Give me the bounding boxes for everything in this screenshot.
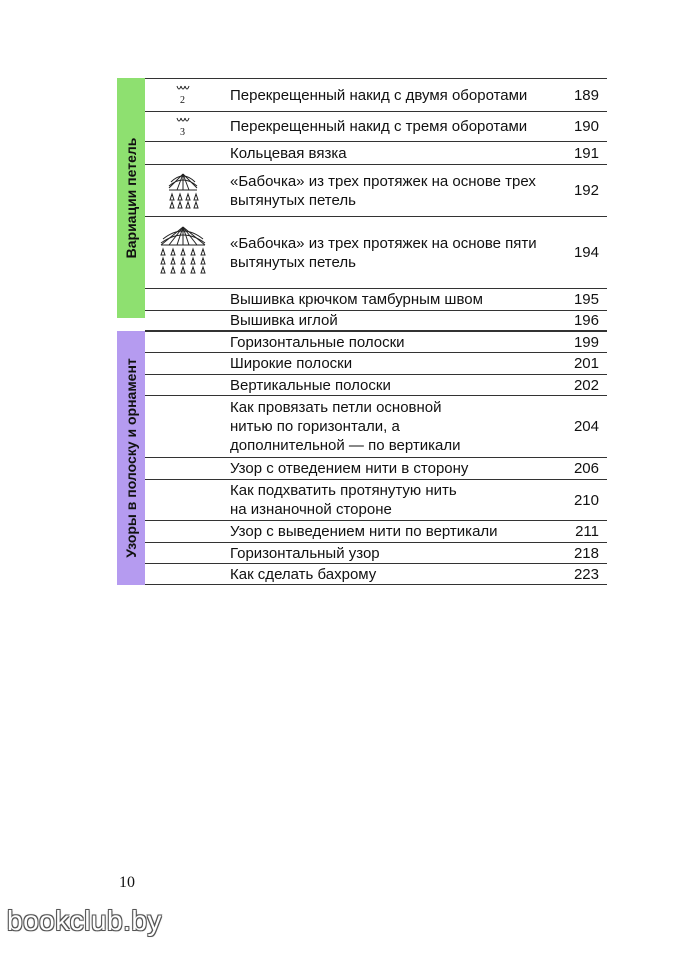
toc-entry-title: Горизонтальный узор	[230, 544, 380, 562]
toc-row[interactable]	[145, 479, 607, 520]
toc-entry-page: 223	[573, 565, 599, 583]
toc-entry-page: 211	[575, 523, 599, 540]
toc-entry-page: 189	[573, 86, 599, 104]
section-side-label	[117, 331, 145, 585]
toc-entry-title: «Бабочка» из трех протяжек на основе пяти вытянутых петель	[230, 234, 537, 271]
watermark: bookclub.by	[7, 905, 162, 936]
toc-entry-title: Узор с выведением нити по вертикали	[230, 523, 498, 540]
toc-entry-page: 218	[573, 544, 599, 562]
crossed-yarn-over-2-icon: 2	[145, 79, 220, 111]
toc-entry-title: Узор с отведением нити в сторону	[230, 460, 469, 477]
toc-entry-page: 195	[573, 291, 599, 308]
toc-row[interactable]	[145, 141, 607, 164]
toc-entry-page: 191	[573, 144, 599, 162]
toc-row[interactable]	[145, 542, 607, 563]
toc-entry-page: 201	[573, 355, 599, 372]
table-of-contents	[117, 78, 607, 585]
toc-entry-title: Как сделать бахрому	[230, 565, 377, 583]
section-side-label	[117, 78, 145, 318]
toc-entry-title: Как провязать петли основной нитью по горизонтали, а дополнительной — по вертикали	[230, 399, 461, 454]
toc-entry-page: 210	[573, 491, 599, 509]
section-label: Узоры в полоску и орнамент	[123, 358, 139, 558]
toc-row[interactable]	[145, 563, 607, 585]
toc-entry-page: 194	[573, 244, 599, 261]
toc-entry-title: Вертикальные полоски	[230, 376, 391, 394]
toc-entry-title: Широкие полоски	[230, 355, 353, 372]
toc-row[interactable]	[145, 374, 607, 395]
toc-entry-page: 204	[573, 418, 599, 435]
crossed-yarn-over-3-icon: 3	[145, 112, 220, 141]
section-stripes-and-ornament	[117, 331, 607, 585]
toc-entry-page: 196	[573, 312, 599, 329]
toc-row[interactable]	[145, 288, 607, 310]
toc-row[interactable]	[145, 310, 607, 331]
page-number: 10	[119, 874, 135, 891]
toc-row[interactable]	[145, 395, 607, 457]
toc-row[interactable]	[145, 164, 607, 216]
toc-row[interactable]	[145, 78, 607, 111]
toc-entry-title: Перекрещенный накид с двумя оборотами	[230, 86, 528, 104]
butterfly-5-loops-icon	[145, 217, 220, 288]
toc-row[interactable]	[145, 352, 607, 374]
toc-entry-page: 202	[573, 376, 599, 394]
toc-row[interactable]	[145, 457, 607, 479]
toc-entry-title: «Бабочка» из трех протяжек на основе трех вытянутых петель	[230, 172, 536, 209]
toc-row[interactable]	[145, 216, 607, 288]
toc-entry-page: 206	[573, 460, 599, 477]
toc-row[interactable]	[145, 520, 607, 542]
toc-entry-title: Как подхватить протянутую нить на изнаночной стороне	[230, 482, 457, 518]
section-label: Вариации петель	[123, 137, 139, 259]
toc-entry-title: Перекрещенный накид с тремя оборотами	[230, 118, 528, 135]
toc-entry-page: 199	[573, 333, 599, 351]
toc-entry-title: Горизонтальные полоски	[230, 333, 405, 351]
toc-row[interactable]	[145, 331, 607, 352]
butterfly-3-loops-icon	[145, 165, 220, 216]
toc-row[interactable]	[145, 111, 607, 141]
toc-entry-title: Вышивка иглой	[230, 312, 338, 329]
toc-entry-page: 192	[573, 182, 599, 199]
section-loop-variations	[117, 78, 607, 331]
toc-entry-page: 190	[573, 118, 599, 135]
toc-entry-title: Кольцевая вязка	[230, 144, 347, 162]
toc-entry-title: Вышивка крючком тамбурным швом	[230, 291, 483, 308]
